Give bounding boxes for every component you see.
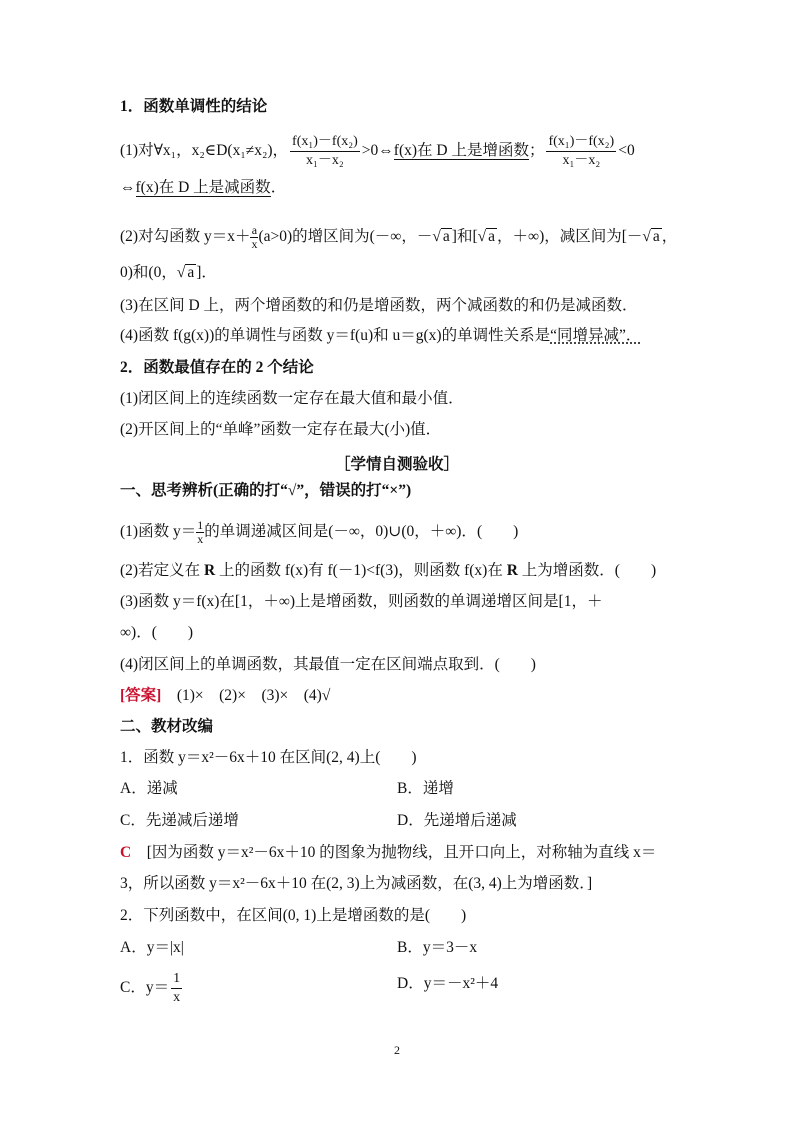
radicand: a xyxy=(488,228,496,246)
exercise-1-answer-letter: C xyxy=(120,844,132,861)
radicand: a xyxy=(652,228,660,246)
page-number: 2 xyxy=(394,1043,400,1057)
exercise-1-option-a: A．递减 xyxy=(120,780,178,797)
fraction-denominator: x xyxy=(173,990,181,1005)
question-4: (4)闭区间上的单调函数，其最值一定在区间端点取到．( ) xyxy=(120,656,536,673)
exercise-2-option-d: D．y＝－x²＋4 xyxy=(397,975,499,992)
exercise-1-option-c: C．先递减后递增 xyxy=(120,812,239,829)
conclusion-2-line-1 xyxy=(120,224,677,251)
interval-end: ]． xyxy=(196,264,217,281)
section-textbook-adaptation: 二、教材改编 xyxy=(120,718,214,735)
exercise-2-option-b: B．y＝3－x xyxy=(397,939,478,956)
extremum-conclusion-1: (1)闭区间上的连续函数一定存在最大值和最小值． xyxy=(120,390,464,407)
decreasing-function-statement: f(x)在 D 上是减函数 xyxy=(135,179,271,196)
check-function-intro: (2)对勾函数 y＝x＋ xyxy=(120,228,251,246)
answer-text: (1)× (2)× (3)× (4)√ xyxy=(161,687,331,704)
conclusion-1-line-2 xyxy=(120,178,286,198)
question-3-line-1: (3)函数 y＝f(x)在[1，＋∞)上是增函数，则函数的单调递增区间是[1，＋ xyxy=(120,593,603,610)
exercise-1-option-b: B．递增 xyxy=(397,780,454,797)
real-set-symbol: R xyxy=(506,562,518,579)
exercise-2-option-c xyxy=(120,970,184,1007)
section-thinking-analysis: 一、思考辨析(正确的打“√”，错误的打“×”) xyxy=(120,482,412,499)
composite-function-text: (4)函数 f(g(x))的单调性与函数 y＝f(u)和 u＝g(x)的单调性关系是 xyxy=(120,327,551,344)
fraction-numerator: f(x₁)－f(x₂) xyxy=(290,133,360,152)
sqrt-icon: √ xyxy=(642,228,651,246)
difference-quotient-fraction xyxy=(290,133,360,170)
fraction-denominator: x xyxy=(251,237,258,251)
conclusion-1-intro: (1)对∀x₁，x₂∈D(x₁≠x₂)， xyxy=(120,142,289,160)
radicand: a xyxy=(442,228,450,246)
answer-label: [答案] xyxy=(120,687,162,704)
exercise-1-stem: 1．函数 y＝x²－6x＋10 在区间(2, 4)上( ) xyxy=(120,749,417,766)
question-2-part-1: (2)若定义在 xyxy=(120,562,201,579)
one-over-x-fraction xyxy=(171,970,182,1007)
comma: ， xyxy=(661,228,678,246)
heading-monotonicity-conclusions: 1．函数单调性的结论 xyxy=(120,98,268,115)
decreasing-interval-text: ，＋∞)，减区间为[－ xyxy=(497,228,643,246)
answer-line xyxy=(120,686,330,706)
question-2 xyxy=(120,561,656,581)
fraction-numerator: 1 xyxy=(171,970,182,989)
option-c-prefix: C．y＝ xyxy=(120,979,170,997)
exercise-1-option-d: D．先递增后递减 xyxy=(397,812,517,829)
real-set-symbol: R xyxy=(203,562,216,579)
radicand: a xyxy=(187,264,195,281)
fraction-denominator: x xyxy=(197,532,204,546)
fraction-numerator: 1 xyxy=(197,518,204,532)
conclusion-4 xyxy=(120,326,641,346)
question-2-part-2: 上的函数 f(x)有 f(－1)<f(3)，则函数 f(x)在 xyxy=(219,562,503,579)
sqrt-icon: √ xyxy=(176,264,186,281)
sqrt-icon: √ xyxy=(432,228,441,246)
period: ． xyxy=(270,179,287,196)
exercise-1-explanation-line-2: 3，所以函数 y＝x²－6x＋10 在(2, 3)上为减函数，在(3, 4)上为增函数．] xyxy=(120,875,593,892)
fraction-denominator: x₁－x₂ xyxy=(562,153,601,168)
conclusion-3: (3)在区间 D 上，两个增函数的和仍是增函数，两个减函数的和仍是减函数． xyxy=(120,297,638,314)
conclusion-2-line-2 xyxy=(120,263,217,283)
question-1 xyxy=(120,519,518,546)
interval-join-text: ]和[ xyxy=(451,228,478,246)
fraction-numerator: a xyxy=(251,223,258,237)
exercise-1-explanation-line-1 xyxy=(120,843,656,863)
fraction-denominator: x₁－x₂ xyxy=(306,153,344,168)
question-1-rest: 的单调递减区间是(－∞，0)∪(0，＋∞)．( ) xyxy=(204,523,519,541)
sqrt-icon: √ xyxy=(477,228,487,246)
less-than-zero: <0 xyxy=(618,142,635,160)
exercise-2-option-a: A．y＝|x| xyxy=(120,939,184,956)
section-banner: ［学情自测验收］ xyxy=(334,456,459,473)
same-increase-different-decrease: “同增异减”． xyxy=(550,327,642,344)
increasing-interval-text: (a>0)的增区间为(－∞，－ xyxy=(258,228,433,246)
semicolon: ； xyxy=(528,142,545,160)
fraction-numerator: f(x₁)－f(x₂) xyxy=(546,133,616,152)
iff-symbol: ⇔ xyxy=(120,179,136,196)
increasing-function-statement: f(x)在 D 上是增函数 xyxy=(393,142,529,160)
question-3-line-2: ∞)．( ) xyxy=(120,624,194,641)
extremum-conclusion-2: (2)开区间上的“单峰”函数一定存在最大(小)值． xyxy=(120,421,442,438)
interval-text: 0)和(0， xyxy=(120,264,177,281)
question-1-intro: (1)函数 y＝ xyxy=(120,523,197,541)
explanation-text: [因为函数 y＝x²－6x＋10 的图象为抛物线，且开口向上，对称轴为直线 x＝ xyxy=(131,844,657,861)
conclusion-1-line-1 xyxy=(120,133,635,170)
greater-than-zero-iff: >0⇔ xyxy=(361,142,394,160)
difference-quotient-fraction-2 xyxy=(546,133,616,170)
one-over-x-fraction xyxy=(196,519,204,546)
exercise-2-stem: 2．下列函数中，在区间(0, 1)上是增函数的是( ) xyxy=(120,907,467,924)
question-2-part-3: 上为增函数．( ) xyxy=(521,562,657,579)
heading-extremum-conclusions: 2．函数最值存在的 2 个结论 xyxy=(120,359,314,376)
